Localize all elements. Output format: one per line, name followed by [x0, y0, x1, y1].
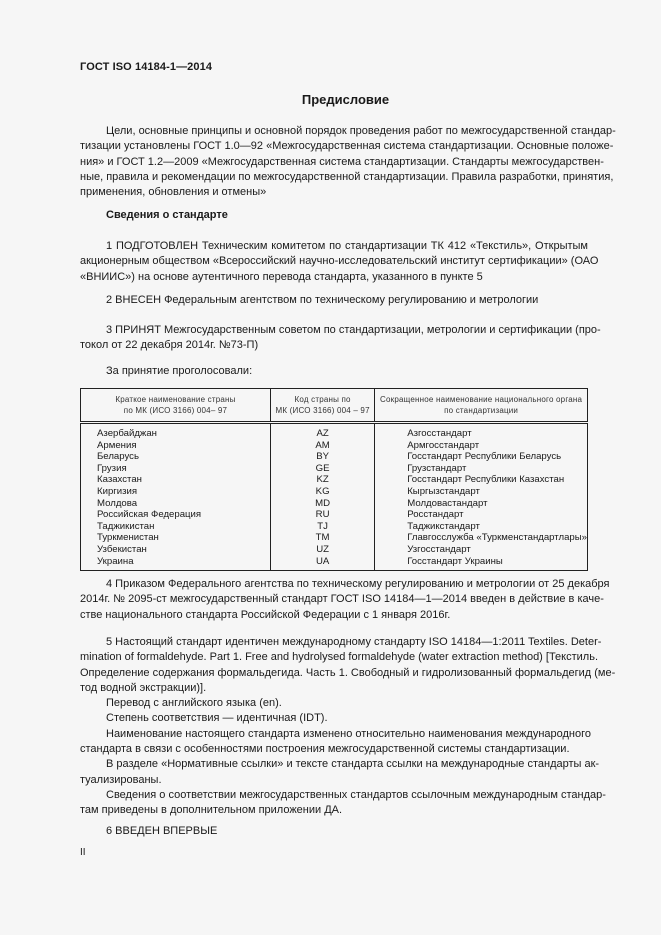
text-line: стве национального стандарта Российской Федерации с 1 января 2016г. [80, 608, 451, 621]
country-name: Туркменистан [81, 532, 271, 544]
table-row [81, 498, 588, 510]
national-body: Госстандарт Украины [375, 556, 588, 571]
country-name: Таджикистан [81, 521, 271, 533]
table-row [81, 474, 588, 486]
national-body: Главгосслужба «Туркменстандартлары» [375, 532, 588, 544]
text-line: токол от 22 декабря 2014г. №73-П) [80, 339, 259, 352]
item-4-order [80, 577, 610, 623]
vote-intro [80, 364, 588, 379]
table-row [81, 556, 588, 571]
header-country-code: Код страны по МК (ИСО 3166) 004 – 97 [271, 389, 375, 423]
page-title: Предисловие [301, 92, 390, 107]
text-line: mination of formaldehyde. Part 1. Free and hydrolysed formaldehyde (water extraction method) [Текстиль. [80, 651, 598, 664]
header-national-body: Сокращенное наименование национального органа по стандартизации [375, 389, 588, 423]
text-line: там приведены в дополнительном приложении ДА. [80, 804, 343, 817]
text-line: 2014г. № 2095-ст межгосударственный стандарт ГОСТ ISO 14184—1—2014 введен в действие в каче- [80, 593, 604, 606]
text-line: стандарта в связи с особенностями построения межгосударственной системы стандартизации. [80, 743, 570, 756]
table-row [81, 509, 588, 521]
text-line: 4 Приказом Федерального агентства по техническому регулированию и метрологии от 25 декабря [106, 578, 610, 590]
country-name: Грузия [81, 463, 271, 475]
text-line: тизации установлены ГОСТ 1.0—92 «Межгосударственная система стандартизации. Основные положе- [80, 140, 614, 153]
national-body: Молдовастандарт [375, 498, 588, 510]
text-line: Сведения о соответствии межгосударственных стандартов ссылочным международным стандар- [106, 788, 606, 801]
table-row [81, 440, 588, 452]
item-6-first-introduced [80, 824, 588, 839]
translation-note: Перевод с английского языка (en). [106, 697, 282, 710]
section-heading [80, 208, 588, 223]
country-code: GE [271, 463, 375, 475]
text-line: 3 ПРИНЯТ Межгосударственным советом по стандартизации, метрологии и сертификации (про- [106, 324, 601, 336]
country-name: Беларусь [81, 451, 271, 463]
country-name: Молдова [81, 498, 271, 510]
country-code: BY [271, 451, 375, 463]
item-3-adopted [80, 323, 601, 354]
text-line: тод водной экстракции)]. [80, 681, 207, 694]
country-name: Украина [81, 556, 271, 571]
country-code: AZ [271, 423, 375, 440]
section-heading-text: Сведения о стандарте [106, 209, 228, 221]
country-code: RU [271, 509, 375, 521]
country-code: UZ [271, 544, 375, 556]
text-line: применения, обновления и отмены» [80, 186, 267, 199]
header-country-name: Краткое наименование страны по МК (ИСО 3166) 004– 97 [81, 389, 271, 423]
country-code: TJ [271, 521, 375, 533]
national-body: Таджикстандарт [375, 521, 588, 533]
text-line: «ВНИИС») на основе аутентичного перевода стандарта, указанного в пункте 5 [80, 270, 483, 283]
country-code: KZ [271, 474, 375, 486]
text-line: ния» и ГОСТ 1.2—2009 «Межгосударственная система стандартизации. Стандарты межгосударствен- [80, 155, 604, 168]
text-line: 6 ВВЕДЕН ВПЕРВЫЕ [106, 825, 218, 837]
table-row [81, 486, 588, 498]
table-header-row [81, 389, 588, 423]
table-row [81, 532, 588, 544]
country-name: Азербайджан [81, 423, 271, 440]
item-2-submitted [80, 293, 588, 308]
text-line: За принятие проголосовали: [106, 365, 253, 377]
voting-table [80, 388, 588, 571]
national-body: Росстандарт [375, 509, 588, 521]
table-row [81, 463, 588, 475]
national-body: Грузстандарт [375, 463, 588, 475]
text-line: 5 Настоящий стандарт идентичен международному стандарту ISO 14184—1:2011 Textiles. Deter- [106, 636, 602, 648]
text-line: Определение содержания формальдегида. Часть 1. Свободный и гидролизованный формальдегид (ме- [80, 666, 616, 679]
document-id: ГОСТ ISO 14184-1—2014 [80, 61, 213, 73]
country-code: TM [271, 532, 375, 544]
intro-paragraph [80, 124, 616, 200]
national-body: Армгосстандарт [375, 440, 588, 452]
text-line: 1 ПОДГОТОВЛЕН Техническим комитетом по стандартизации ТК 412 «Текстиль», Открытым [106, 240, 588, 252]
page-number: II [80, 847, 86, 858]
national-body: Азгосстандарт [375, 423, 588, 440]
national-body: Госстандарт Республики Беларусь [375, 451, 588, 463]
text-line: акционерным обществом «Всероссийский научно-исследовательский институт сертификации» (ОАО [80, 255, 599, 268]
item-1-prepared [80, 239, 599, 285]
text-line: Цели, основные принципы и основной порядок проведения работ по межгосударственной стандар- [106, 125, 616, 137]
country-name: Казахстан [81, 474, 271, 486]
item-5-identity [80, 635, 616, 819]
country-code: UA [271, 556, 375, 571]
conformity-note: Степень соответствия — идентичная (IDT). [106, 712, 328, 725]
text-line: 2 ВНЕСЕН Федеральным агентством по техническому регулированию и метрологии [106, 294, 539, 306]
national-body: Кыргызстандарт [375, 486, 588, 498]
country-name: Армения [81, 440, 271, 452]
table-row [81, 544, 588, 556]
text-line: В разделе «Нормативные ссылки» и тексте стандарта ссылки на международные стандарты ак- [106, 758, 600, 771]
national-body: Госстандарт Республики Казахстан [375, 474, 588, 486]
country-code: MD [271, 498, 375, 510]
country-code: AM [271, 440, 375, 452]
country-name: Российская Федерация [81, 509, 271, 521]
country-code: KG [271, 486, 375, 498]
text-line: Наименование настоящего стандарта изменено относительно наименования международного [106, 727, 592, 740]
table-row [81, 521, 588, 533]
country-name: Узбекистан [81, 544, 271, 556]
table-row [81, 451, 588, 463]
table-row [81, 423, 588, 440]
country-name: Киргизия [81, 486, 271, 498]
text-line: ные, правила и рекомендации по межгосударственной стандартизации. Правила разработки, принятия, [80, 170, 614, 183]
national-body: Узгосстандарт [375, 544, 588, 556]
text-line: туализированы. [80, 773, 162, 786]
